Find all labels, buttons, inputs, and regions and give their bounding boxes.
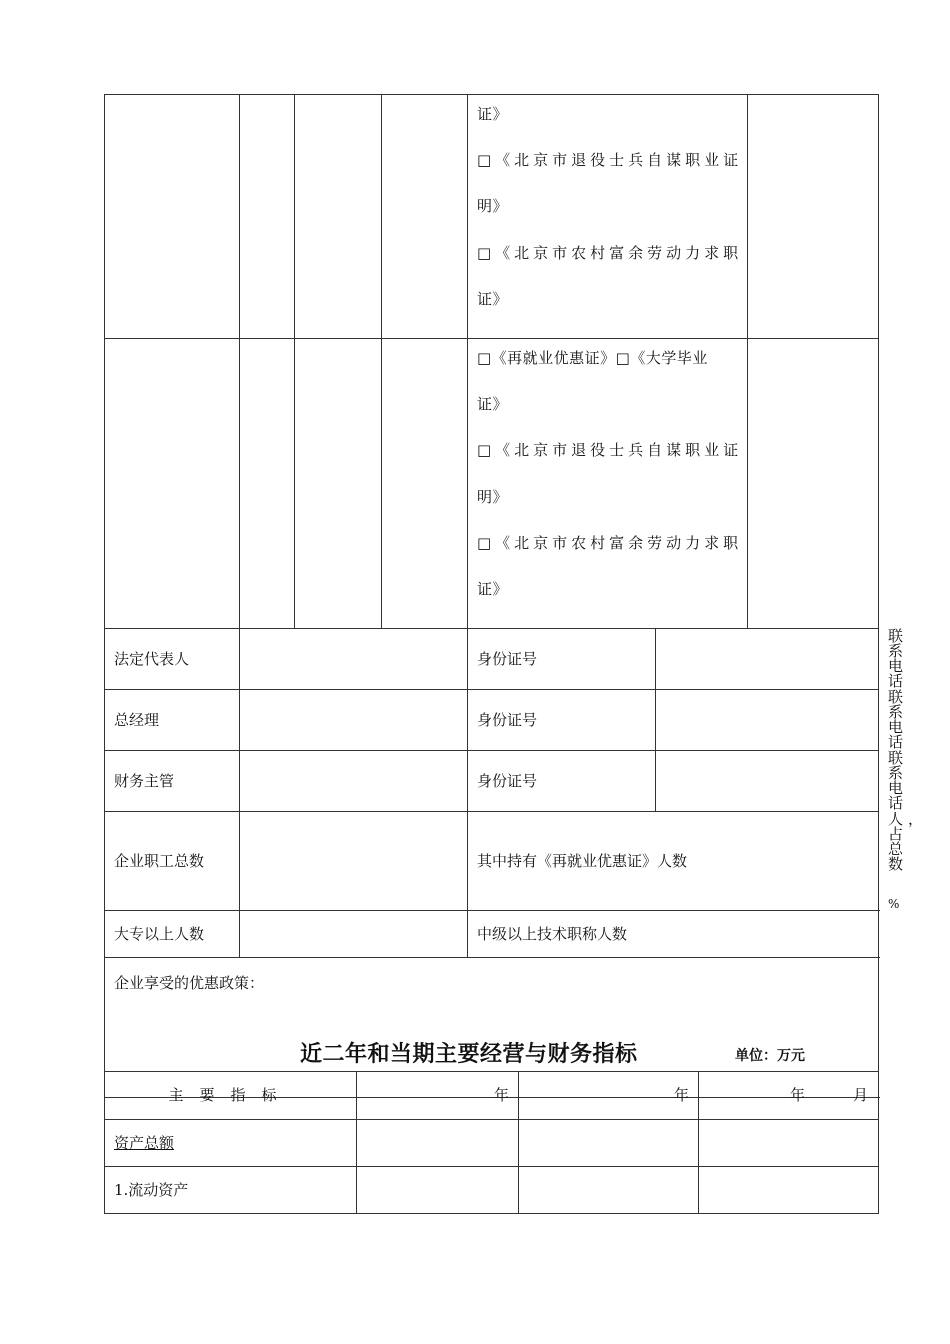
cert-line: 明》 <box>477 197 509 216</box>
empty-cell[interactable] <box>105 95 240 339</box>
empty-cell[interactable] <box>105 338 240 628</box>
legal-rep-label: 法定代表人 <box>105 629 240 690</box>
cert-line: 证》 <box>477 579 509 598</box>
cert-checkbox-option[interactable]: □《北京市退役士兵自谋职业证 <box>477 151 743 170</box>
id-number-label: 身份证号 <box>468 629 656 690</box>
cert-checkbox-option[interactable]: □《北京市农村富余劳动力求职 <box>477 533 743 552</box>
year-header: 年 <box>357 1072 519 1120</box>
staff-row: 企业职工总数 其中持有《再就业优惠证》人数 人，占总数 % <box>105 812 879 911</box>
empty-cell[interactable] <box>748 338 879 628</box>
year-month-header <box>699 1072 879 1120</box>
id-number-label: 身份证号 <box>468 690 656 751</box>
id-number-value[interactable] <box>656 629 879 690</box>
id-number-value[interactable] <box>656 751 879 812</box>
qualification-row <box>105 911 879 958</box>
value-cell[interactable] <box>519 1167 699 1214</box>
finance-label: 财务主管 <box>105 751 240 812</box>
empty-cell[interactable] <box>240 338 295 628</box>
legal-rep-value[interactable] <box>240 629 468 690</box>
cert-options-cell <box>468 95 748 339</box>
value-cell[interactable] <box>519 1120 699 1167</box>
college-value[interactable] <box>240 911 468 958</box>
value-cell[interactable] <box>357 1167 519 1214</box>
cert-line: 证》 <box>477 105 509 123</box>
month-label: 月 <box>852 1086 868 1104</box>
cert-line: 证》 <box>477 289 509 308</box>
cert-row-2 <box>105 338 879 628</box>
gm-label: 总经理 <box>105 690 240 751</box>
total-staff-label: 企业职工总数 <box>105 812 240 911</box>
total-assets-label: 资产总额 <box>105 1120 357 1167</box>
cert-row-1 <box>105 95 879 339</box>
finance-row: 财务主管 身份证号 联系电话 <box>105 751 879 812</box>
year-header: 年 <box>519 1072 699 1120</box>
total-staff-value[interactable] <box>240 812 468 911</box>
cert-checkbox-option[interactable]: □《北京市农村富余劳动力求职 <box>477 243 743 262</box>
cert-checkbox-option[interactable]: □《再就业优惠证》□《大学毕业 <box>477 348 708 367</box>
reemployment-label: 其中持有《再就业优惠证》人数 <box>468 812 879 911</box>
table-row <box>105 1167 879 1214</box>
current-assets-label: 1.流动资产 <box>105 1167 357 1214</box>
cert-line: 证》 <box>477 395 509 414</box>
value-cell[interactable] <box>699 1120 879 1167</box>
year-label: 年 <box>789 1086 805 1104</box>
gm-row: 总经理 身份证号 联系电话 <box>105 690 879 751</box>
fin-header-row <box>105 1072 879 1120</box>
empty-cell[interactable] <box>382 95 468 339</box>
cert-line: 明》 <box>477 487 509 506</box>
unit-label: 单位：万元 <box>735 1048 805 1064</box>
cert-checkbox-option[interactable]: □《北京市退役士兵自谋职业证 <box>477 441 743 460</box>
gm-value[interactable] <box>240 690 468 751</box>
empty-cell[interactable] <box>240 95 295 339</box>
empty-cell[interactable] <box>295 338 382 628</box>
policy-label: 企业享受的优惠政策： <box>114 974 265 993</box>
main-indicator-header: 主要指标 <box>105 1072 357 1120</box>
id-number-value[interactable] <box>656 690 879 751</box>
id-number-label: 身份证号 <box>468 751 656 812</box>
empty-cell[interactable] <box>748 95 879 339</box>
value-cell[interactable] <box>357 1120 519 1167</box>
value-cell[interactable] <box>699 1167 879 1214</box>
financial-indicators-table <box>104 1071 879 1214</box>
empty-cell[interactable] <box>382 338 468 628</box>
finance-value[interactable] <box>240 751 468 812</box>
legal-rep-row: 法定代表人 身份证号 联系电话 <box>105 629 879 690</box>
tech-title-label: 中级以上技术职称人数 <box>468 911 879 958</box>
section-title: 近二年和当期主要经营与财务指标 <box>300 1041 638 1067</box>
college-label: 大专以上人数 <box>105 911 240 958</box>
empty-cell[interactable] <box>295 95 382 339</box>
enterprise-info-table <box>104 94 929 1098</box>
cert-options-cell <box>468 338 748 628</box>
table-row <box>105 1120 879 1167</box>
